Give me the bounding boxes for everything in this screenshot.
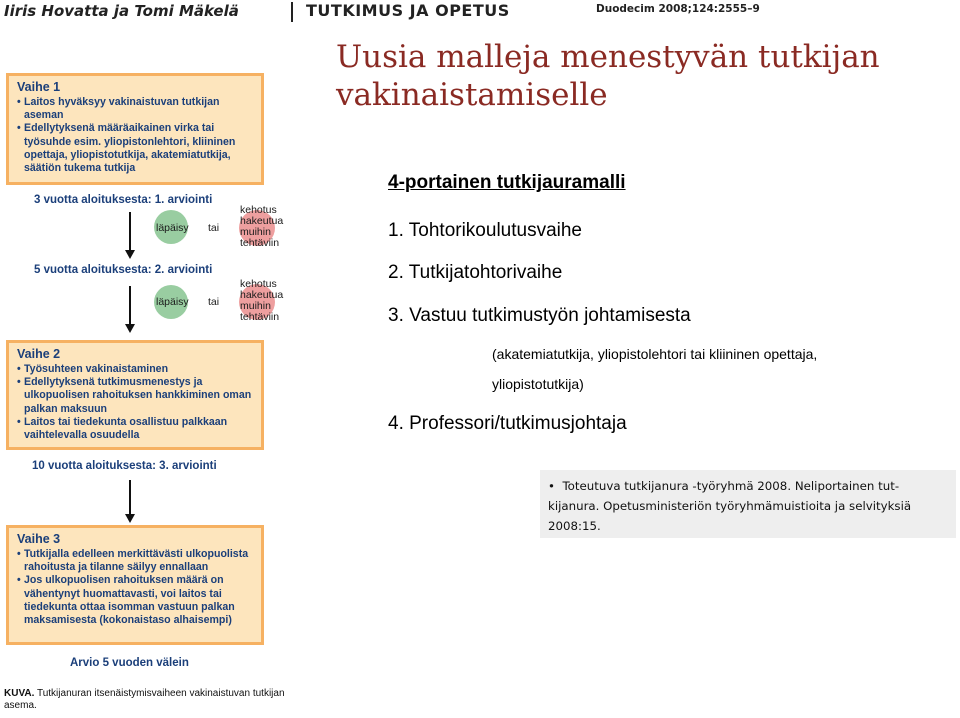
stage-3-list — [17, 548, 253, 627]
evaluation-2-label: 5 vuotta aloituksesta: 2. arviointi — [34, 264, 213, 276]
stage-1-title: Vaihe 1 — [17, 80, 61, 94]
caption-label: KUVA. — [4, 688, 35, 699]
pass-label: läpäisy — [156, 296, 189, 308]
arrow-down-icon — [129, 480, 131, 516]
stage-2-list — [17, 363, 253, 442]
reject-line: hakeutua — [240, 289, 284, 301]
header-journal-citation: Duodecim 2008;124:2555–9 — [596, 3, 760, 15]
evaluation-1-label: 3 vuotta aloituksesta: 1. arviointi — [34, 194, 213, 206]
evaluation-3-label: 10 vuotta aloituksesta: 3. arviointi — [32, 460, 217, 472]
reject-line: tehtäviin — [240, 311, 280, 323]
reference-line-1 — [548, 476, 950, 496]
or-label: tai — [208, 296, 220, 308]
header-authors: Iiris Hovatta ja Tomi Mäkelä — [4, 2, 239, 20]
reject-line: hakeutua — [240, 215, 284, 227]
list-item-3-detail: yliopistotutkija) — [492, 376, 584, 392]
arrow-down-icon — [129, 286, 131, 326]
list-item-2: 2. Tutkijatohtorivaihe — [388, 262, 563, 283]
stage-2-item: • Edellytyksenä tutkimusmenestys ja ulkopuolisen rahoituksen hankkiminen oman palkan maksuun — [17, 376, 253, 416]
figure-caption — [4, 688, 304, 712]
list-item-4: 4. Professori/tutkimusjohtaja — [388, 413, 627, 434]
list-heading: 4-portainen tutkijauramalli — [388, 172, 626, 193]
stage-3-title: Vaihe 3 — [17, 532, 61, 546]
stage-3-box — [6, 525, 264, 645]
reject-line: kehotus — [240, 278, 277, 290]
stage-2-box — [6, 340, 264, 450]
reject-line: muihin — [240, 226, 271, 238]
reference-box — [540, 470, 956, 538]
bullet-icon: • — [548, 479, 555, 493]
reject-line: tehtäviin — [240, 237, 280, 249]
stage-2-title: Vaihe 2 — [17, 347, 61, 361]
list-item-3: 3. Vastuu tutkimustyön johtamisesta — [388, 305, 691, 326]
article-title: Uusia malleja menestyvän tutkijan vakinaistamiselle — [336, 39, 880, 113]
stage-3-item: • Tutkijalla edelleen merkittävästi ulkopuolista rahoitusta ja tilanne säilyy ennallaan — [17, 548, 253, 574]
stage-1-item: • Laitos hyväksyy vakinaistuvan tutkijan aseman — [17, 96, 253, 122]
stage-2-item: • Työsuhteen vakinaistaminen — [17, 363, 253, 376]
final-evaluation-label: Arvio 5 vuoden välein — [70, 657, 189, 669]
caption-text: Tutkijanuran itsenäistymisvaiheen vakinaistuvan tutkijan asema. — [4, 688, 285, 711]
or-label: tai — [208, 222, 220, 234]
list-item-3-detail: (akatemiatutkija, yliopistolehtori tai kliininen opettaja, — [492, 346, 818, 362]
stage-2-item: • Laitos tai tiedekunta osallistuu palkkaan vaihtelevalla osuudella — [17, 416, 253, 442]
pass-label: läpäisy — [156, 222, 189, 234]
reject-text — [240, 279, 283, 323]
stage-1-item: • Edellytyksenä määräaikainen virka tai työsuhde esim. yliopistonlehtori, kliininen opettaja, yliopistotutkija, akatemiatutkija, säätiön tukema tutkija — [17, 122, 253, 175]
header-section: TUTKIMUS JA OPETUS — [306, 1, 510, 20]
arrow-down-icon — [129, 212, 131, 252]
stage-3-item: • Jos ulkopuolisen rahoituksen määrä on vähentynyt huomattavasti, voi laitos tai tiedekunta ottaa isomman vastuun palkan maksamisesta (kokonaistaso alhaisempi) — [17, 574, 253, 627]
reject-line: kehotus — [240, 204, 277, 216]
reference-line-2: kijanura. Opetusministeriön työryhmämuistioita ja selvityksiä — [548, 499, 912, 513]
stage-1-box — [6, 73, 264, 185]
stage-1-list — [17, 96, 253, 175]
reference-text: Toteutuva tutkijanura -työryhmä 2008. Neliportainen tut- — [562, 479, 900, 493]
header-separator — [291, 2, 293, 22]
list-item-1: 1. Tohtorikoulutusvaihe — [388, 220, 582, 241]
reject-line: muihin — [240, 300, 271, 312]
reject-text — [240, 205, 283, 249]
reference-line-3: 2008:15. — [548, 519, 601, 533]
